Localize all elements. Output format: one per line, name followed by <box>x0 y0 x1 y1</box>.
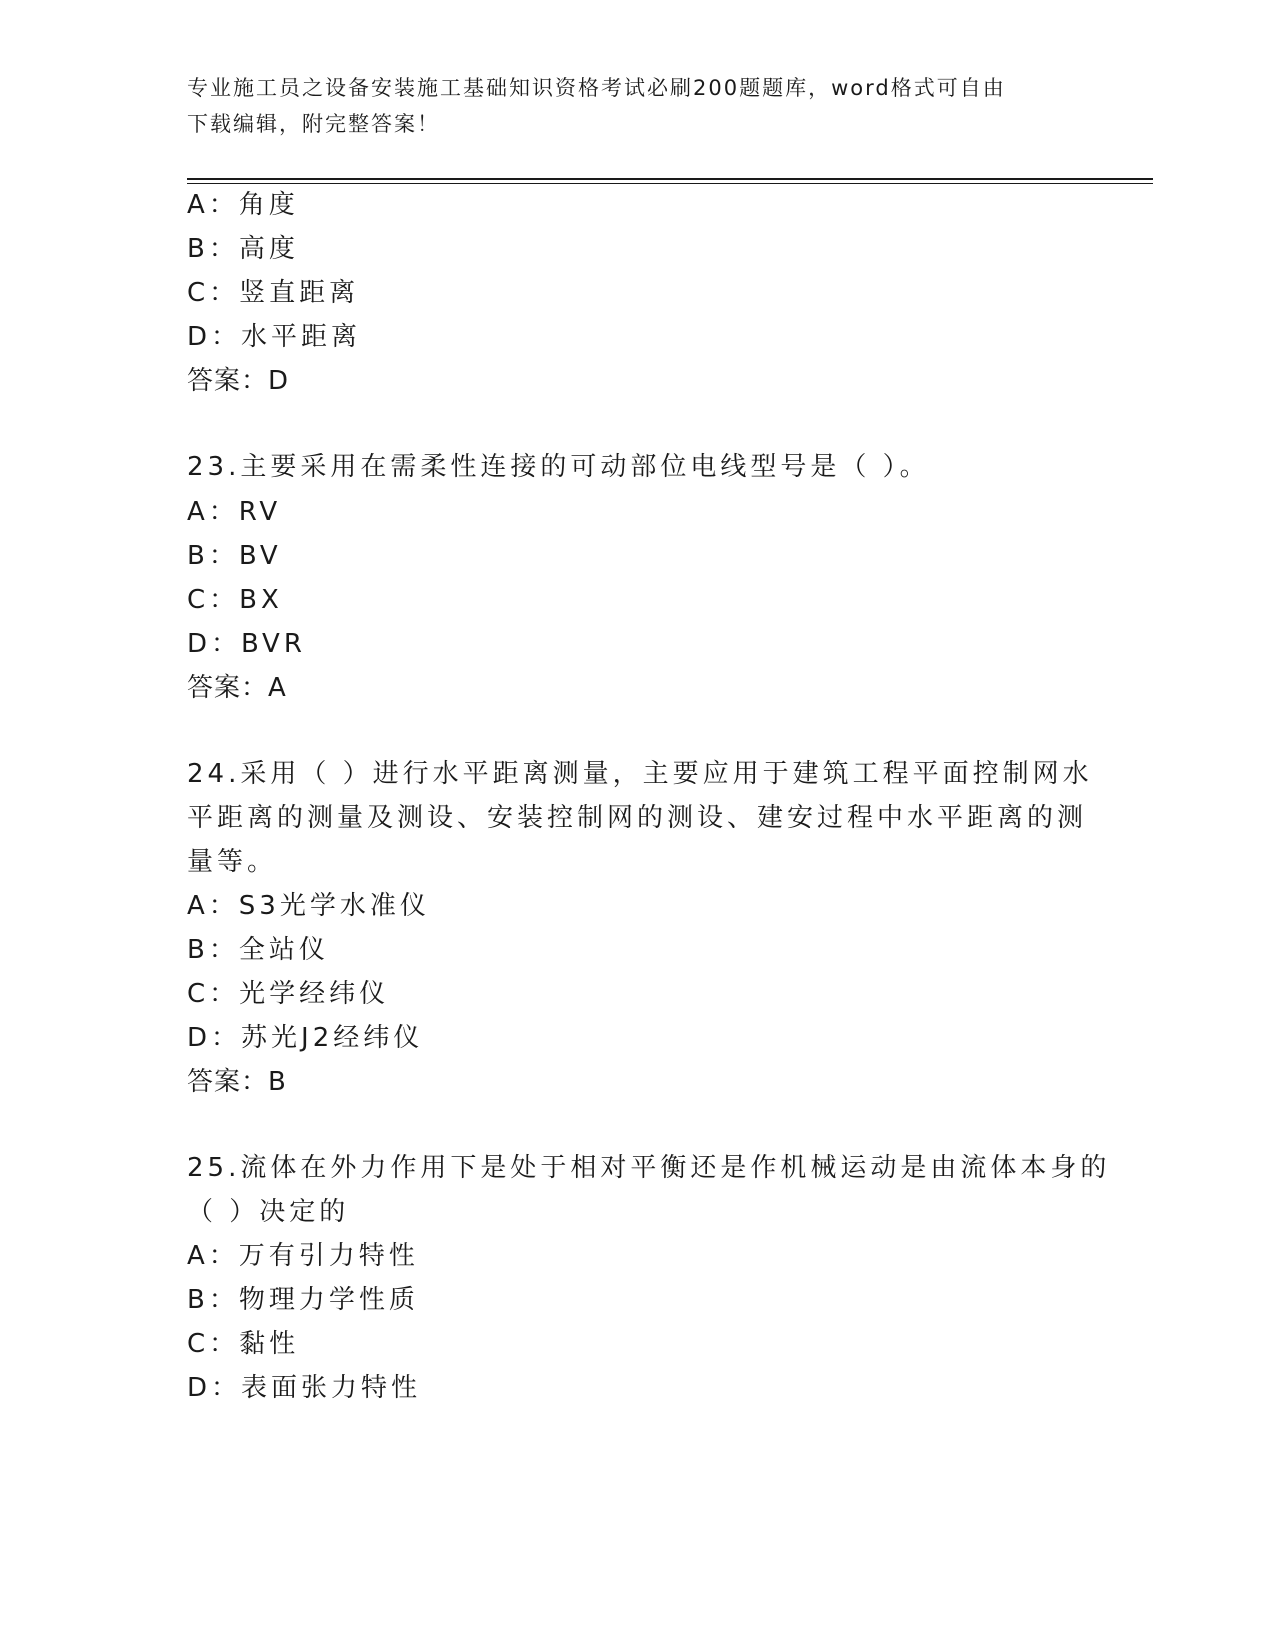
q24-question-line-1: 24.采用（ ）进行水平距离测量，主要应用于建筑工程平面控制网水 <box>187 759 1093 789</box>
q24-option-d: D：苏光J2经纬仪 <box>187 1023 424 1053</box>
header-divider-thick <box>187 178 1153 180</box>
q22-option-a: A：角度 <box>187 190 299 220</box>
header-divider-thin <box>187 183 1153 184</box>
q25-option-d: D：表面张力特性 <box>187 1373 422 1403</box>
header-title-line-1: 专业施工员之设备安装施工基础知识资格考试必刷200题题库，word格式可自由 <box>187 76 1006 100</box>
q24-question-line-3: 量等。 <box>187 847 278 877</box>
q22-answer: 答案：D <box>187 366 290 396</box>
q24-answer: 答案：B <box>187 1067 287 1097</box>
q25-question-line-1: 25.流体在外力作用下是处于相对平衡还是作机械运动是由流体本身的 <box>187 1153 1111 1183</box>
q23-answer: 答案：A <box>187 673 287 703</box>
q25-question-line-2: （ ）决定的 <box>187 1197 350 1227</box>
q24-question-line-2: 平距离的测量及测设、安装控制网的测设、建安过程中水平距离的测 <box>187 803 1088 833</box>
q23-option-d: D：BVR <box>187 629 306 659</box>
q25-option-c: C：黏性 <box>187 1329 300 1359</box>
q23-option-a: A：RV <box>187 497 282 527</box>
q24-option-a: A：S3光学水准仪 <box>187 891 430 921</box>
q23-question: 23.主要采用在需柔性连接的可动部位电线型号是（ ）。 <box>187 452 930 482</box>
q22-option-c: C：竖直距离 <box>187 278 360 308</box>
q25-option-b: B：物理力学性质 <box>187 1285 419 1315</box>
q23-option-b: B：BV <box>187 541 282 571</box>
q24-option-c: C：光学经纬仪 <box>187 979 390 1009</box>
q22-option-b: B：高度 <box>187 234 299 264</box>
q23-option-c: C：BX <box>187 585 283 615</box>
q25-option-a: A：万有引力特性 <box>187 1241 419 1271</box>
document-header <box>187 70 1087 142</box>
header-title-line-2: 下载编辑，附完整答案！ <box>187 112 440 136</box>
q24-option-b: B：全站仪 <box>187 935 329 965</box>
q22-option-d: D：水平距离 <box>187 322 362 352</box>
